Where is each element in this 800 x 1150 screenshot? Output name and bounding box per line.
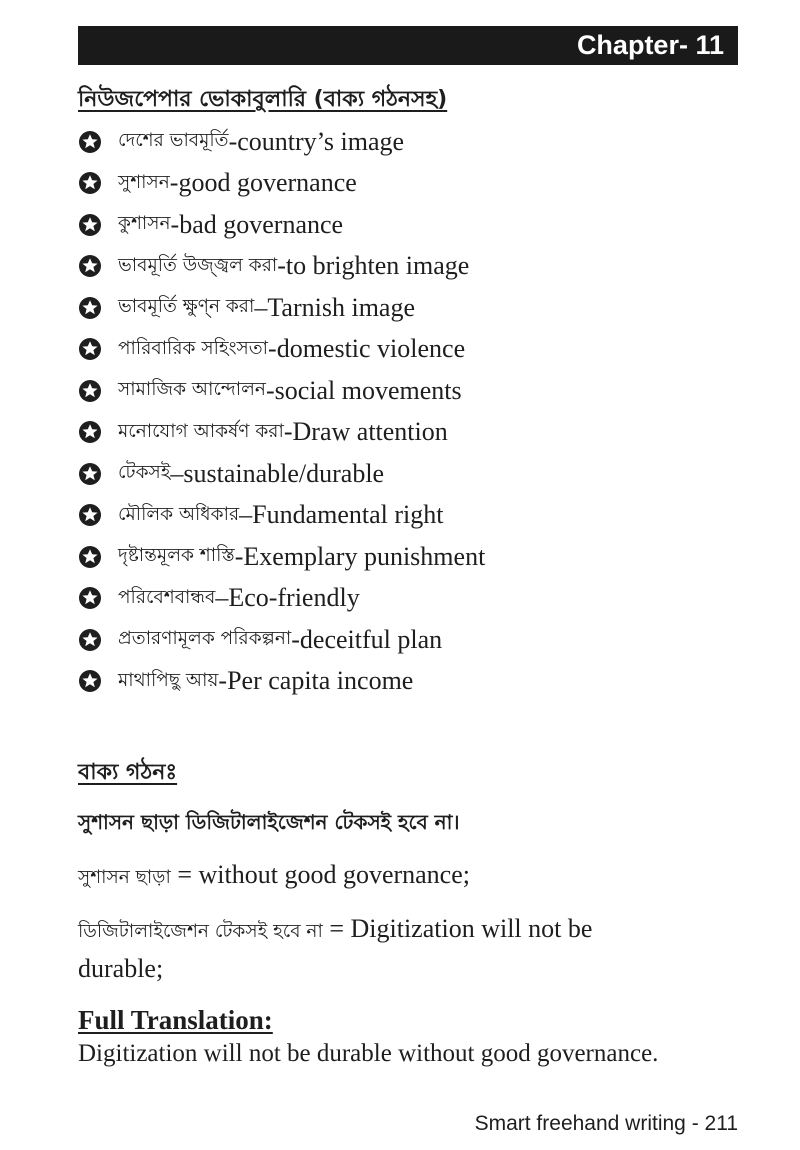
vocab-english: good governance bbox=[178, 168, 357, 198]
gloss-1-english: = without good governance; bbox=[170, 860, 470, 889]
star-circle-icon bbox=[78, 545, 102, 569]
vocab-english: to brighten image bbox=[285, 251, 470, 281]
star-circle-icon bbox=[78, 586, 102, 610]
vocab-item bbox=[78, 121, 485, 163]
vocab-bangla: সুশাসন bbox=[118, 171, 170, 193]
vocab-english: country’s image bbox=[237, 126, 405, 156]
vocab-separator: - bbox=[228, 126, 238, 156]
page-footer: Smart freehand writing - 211 bbox=[474, 1112, 738, 1135]
star-circle-icon bbox=[78, 628, 102, 652]
star-circle-icon bbox=[78, 254, 102, 278]
bangla-sentence: সুশাসন ছাড়া ডিজিটালাইজেশন টেকসই হবে না। bbox=[78, 810, 460, 834]
vocab-separator: - bbox=[277, 251, 286, 281]
vocab-english: Per capita income bbox=[227, 666, 414, 696]
vocab-item bbox=[78, 204, 485, 246]
vocab-item bbox=[78, 578, 485, 620]
vocab-item bbox=[78, 619, 485, 661]
full-translation-heading: Full Translation: bbox=[78, 1005, 273, 1035]
vocab-item bbox=[78, 536, 485, 578]
vocab-english: sustainable/durable bbox=[183, 458, 385, 488]
vocab-bangla: টেকসই bbox=[118, 462, 171, 484]
star-circle-icon bbox=[78, 503, 102, 527]
vocab-separator: - bbox=[234, 541, 244, 571]
sentence-construction-heading: বাক্য গঠনঃ bbox=[78, 760, 178, 785]
vocab-bangla: দেশের ভাবমূর্তি bbox=[118, 130, 229, 152]
vocab-bangla: কুশাসন bbox=[118, 213, 171, 235]
gloss-line-2 bbox=[78, 914, 592, 948]
vocab-separator: – bbox=[170, 458, 184, 488]
vocab-english: bad governance bbox=[179, 209, 344, 239]
gloss-2-english: = Digitization will not be bbox=[322, 914, 593, 943]
vocab-english: deceitful plan bbox=[299, 624, 443, 654]
vocab-item bbox=[78, 412, 485, 454]
vocabulary-list bbox=[78, 121, 485, 702]
chapter-title: Chapter- 11 bbox=[576, 30, 724, 60]
vocab-bangla: মনোযোগ আকর্ষণ করা bbox=[118, 420, 284, 442]
vocab-item bbox=[78, 661, 485, 703]
gloss-2-english-continued: durable; bbox=[78, 954, 164, 983]
vocab-separator: - bbox=[283, 417, 293, 447]
vocab-bangla: মাথাপিছু আয় bbox=[118, 669, 219, 691]
vocab-item bbox=[78, 370, 485, 412]
vocab-bangla: প্রতারণামূলক পরিকল্পনা bbox=[118, 628, 292, 650]
vocabulary-heading: নিউজপেপার ভোকাবুলারি (বাক্য গঠনসহ) bbox=[78, 87, 448, 112]
star-circle-icon bbox=[78, 130, 102, 154]
gloss-1-bangla: সুশাসন ছাড়া bbox=[78, 867, 171, 888]
star-circle-icon bbox=[78, 171, 102, 195]
vocab-bangla: দৃষ্টান্তমূলক শাস্তি bbox=[118, 545, 235, 567]
vocab-english: domestic violence bbox=[276, 334, 466, 364]
star-circle-icon bbox=[78, 213, 102, 237]
vocab-separator: - bbox=[291, 624, 300, 654]
vocab-item bbox=[78, 495, 485, 537]
gloss-2-bangla: ডিজিটালাইজেশন টেকসই হবে না bbox=[78, 921, 323, 942]
star-circle-icon bbox=[78, 669, 102, 693]
gloss-line-1 bbox=[78, 860, 470, 894]
star-circle-icon bbox=[78, 379, 102, 403]
vocab-bangla: সামাজিক আন্দোলন bbox=[118, 379, 266, 401]
chapter-header-bar bbox=[78, 26, 738, 65]
vocab-english: Tarnish image bbox=[267, 292, 415, 322]
vocab-separator: - bbox=[218, 666, 228, 696]
vocab-item bbox=[78, 246, 485, 288]
vocab-separator: - bbox=[265, 375, 275, 405]
vocab-separator: – bbox=[215, 583, 229, 613]
vocab-separator: – bbox=[239, 500, 253, 530]
vocab-english: social movements bbox=[274, 375, 462, 405]
star-circle-icon bbox=[78, 420, 102, 444]
vocab-bangla: পারিবারিক সহিংসতা bbox=[118, 337, 269, 359]
vocab-item bbox=[78, 329, 485, 371]
star-circle-icon bbox=[78, 296, 102, 320]
star-circle-icon bbox=[78, 337, 102, 361]
vocab-separator: - bbox=[170, 209, 180, 239]
vocab-bangla: মৌলিক অধিকার bbox=[118, 503, 240, 525]
full-translation-text: Digitization will not be durable without good governance. bbox=[78, 1040, 659, 1067]
vocab-bangla: ভাবমূর্তি উজ্জ্বল করা bbox=[118, 254, 278, 276]
vocab-item bbox=[78, 163, 485, 205]
vocab-item bbox=[78, 453, 485, 495]
vocab-english: Draw attention bbox=[292, 417, 448, 447]
vocab-english: Fundamental right bbox=[252, 500, 444, 530]
vocab-bangla: পরিবেশবান্ধব bbox=[118, 586, 216, 608]
vocab-separator: - bbox=[169, 168, 179, 198]
vocab-english: Eco-friendly bbox=[228, 583, 360, 613]
star-circle-icon bbox=[78, 462, 102, 486]
vocab-separator: - bbox=[268, 334, 277, 364]
vocab-english: Exemplary punishment bbox=[243, 541, 486, 571]
vocab-separator: – bbox=[254, 292, 268, 322]
vocab-item bbox=[78, 287, 485, 329]
vocab-bangla: ভাবমূর্তি ক্ষুণ্ন করা bbox=[118, 296, 255, 318]
